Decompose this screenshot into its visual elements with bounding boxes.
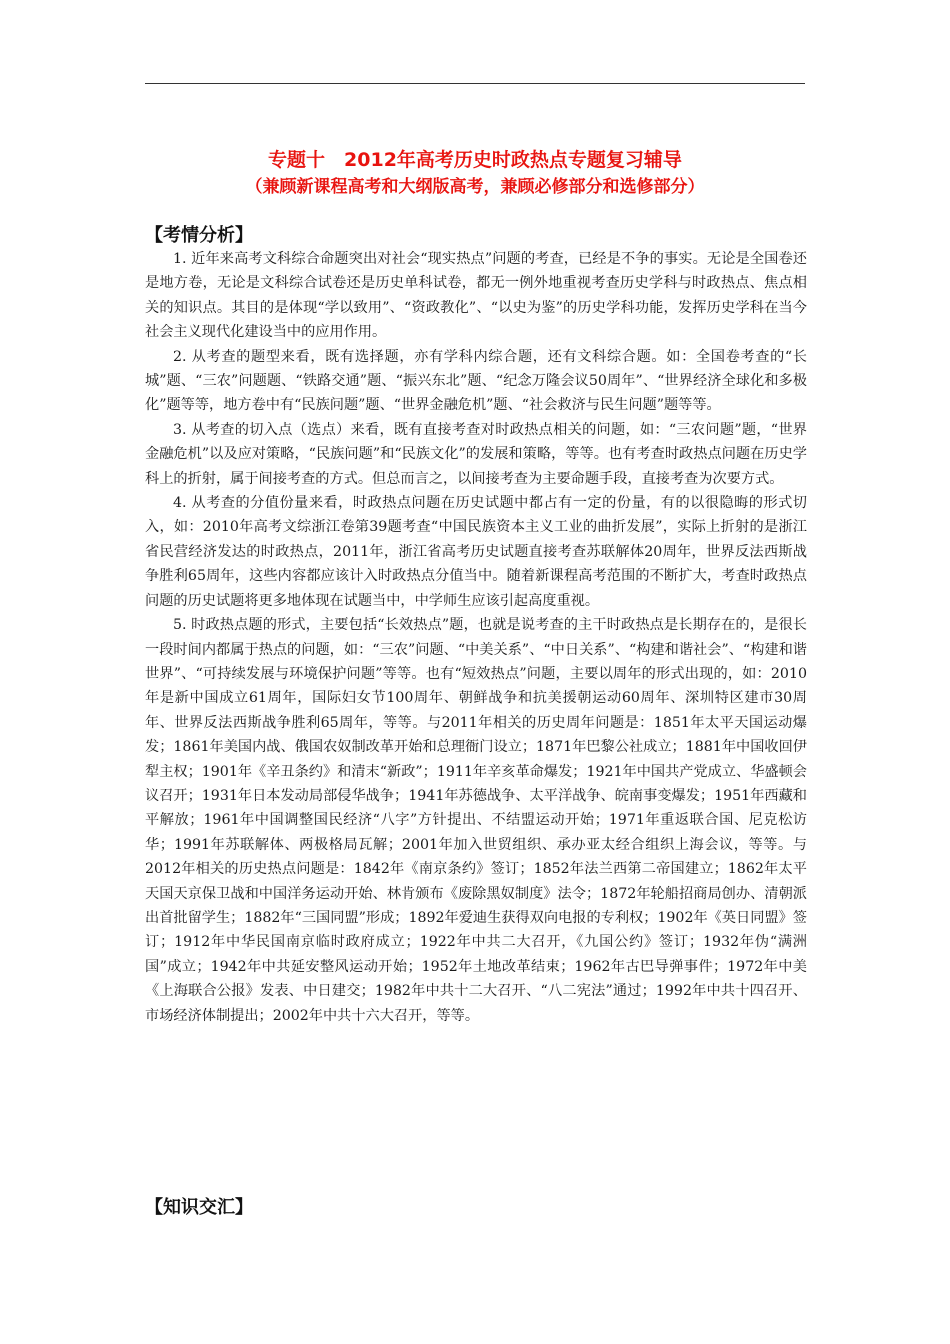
header-rule bbox=[145, 83, 805, 84]
section-heading-knowledge: 【知识交汇】 bbox=[145, 1197, 253, 1218]
document-title: 专题十 2012年高考历史时政热点专题复习辅导 bbox=[268, 149, 682, 171]
paragraph-5: 5. 时政热点题的形式，主要包括“长效热点”题，也就是说考查的主干时政热点是长期存在的，是很长一段时间内都属于热点的问题，如：“三农”问题、“中美关系”、“中日关系”、“构建和谐社会”、“构建和谐世界”、“可持续发展与环境保护问题”等等。也有“短效热点”问题，主要以周年的形式出现的，如：2010年是新中国成立61周年，国际妇女节100周年、朝鲜战争和抗美援朝运动60周年、深圳特区建市30周年、世界反法西斯战争胜利65周年，等等。与2011年相关的历史周年问题是：1851年太平天国运动爆发；1861年美国内战、俄国农奴制改革开始和总理衙门设立；1871年巴黎公社成立；1881年中国收回伊犁主权；1901年《辛丑条约》和清末“新政”；1911年辛亥革命爆发；1921年中国共产党成立、华盛顿会议召开；1931年日本发动局部侵华战争；1941年苏德战争、太平洋战争、皖南事变爆发；1951年西藏和平解放；1961年中国调整国民经济“八字”方针提出、不结盟运动开始；1971年重返联合国、尼克松访华；1991年苏联解体、两极格局瓦解；2001年加入世贸组织、承办亚太经合组织上海会议，等等。与2012年相关的历史热点问题是：1842年《南京条约》签订；1852年法兰西第二帝国建立；1862年太平天国天京保卫战和中国洋务运动开始、林肯颁布《废除黑奴制度》法令；1872年轮船招商局创办、清朝派出首批留学生；1882年“三国同盟”形成；1892年爱迪生获得双向电报的专利权；1902年《英日同盟》签订；1912年中华民国南京临时政府成立；1922年中共二大召开，《九国公约》签订；1932年伪“满洲国”成立；1942年中共延安整风运动开始；1952年土地改革结束；1962年古巴导弹事件；1972年中美《上海联合公报》发表、中日建交；1982年中共十二大召开、“八二宪法”通过；1992年中共十四召开、市场经济体制提出；2002年中共十六大召开，等等。 bbox=[145, 617, 807, 1024]
paragraph-2: 2. 从考查的题型来看，既有选择题，亦有学科内综合题，还有文科综合题。如：全国卷考查的“长城”题、“三农”问题题、“铁路交通”题、“振兴东北”题、“纪念万隆会议50周年”、“世界经济全球化和多极化”题等等，地方卷中有“民族问题”题、“世界金融危机”题、“社会救济与民生问题”题等等。 bbox=[145, 348, 807, 414]
document-subtitle: （兼顾新课程高考和大纲版高考，兼顾必修部分和选修部分） bbox=[245, 177, 705, 197]
analysis-body bbox=[145, 247, 807, 1028]
paragraph-4: 4. 从考查的分值份量来看，时政热点问题在历史试题中都占有一定的份量，有的以很隐晦的形式切入，如：2010年高考文综浙江卷第39题考查“中国民族资本主义工业的曲折发展”，实际上折射的是浙江省民营经济发达的时政热点，2011年，浙江省高考历史试题直接考查苏联解体20周年，世界反法西斯战争胜利65周年，这些内容都应该计入时政热点分值当中。随着新课程高考范围的不断扩大，考查时政热点问题的历史试题将更多地体现在试题当中，中学师生应该引起高度重视。 bbox=[145, 495, 807, 609]
document-title-block bbox=[145, 146, 805, 200]
paragraph-3: 3. 从考查的切入点（选点）来看，既有直接考查对时政热点相关的问题，如：“三农问题”题，“世界金融危机”以及应对策略，“民族问题”和“民族文化”的发展和策略，等等。也有考查时政热点问题在历史学科上的折射，属于间接考查的方式。但总而言之，以间接考查为主要命题手段，直接考查为次要方式。 bbox=[145, 421, 807, 487]
section-heading-analysis: 【考情分析】 bbox=[145, 225, 253, 246]
paragraph-1: 1. 近年来高考文科综合命题突出对社会“现实热点”问题的考查，已经是不争的事实。无论是全国卷还是地方卷，无论是文科综合试卷还是历史单科试卷，都无一例外地重视考查历史学科与时政热点、焦点相关的知识点。其目的是体现“学以致用”、“资政教化”、“以史为鉴”的历史学科功能，发挥历史学科在当今社会主义现代化建设当中的应用作用。 bbox=[145, 251, 807, 341]
